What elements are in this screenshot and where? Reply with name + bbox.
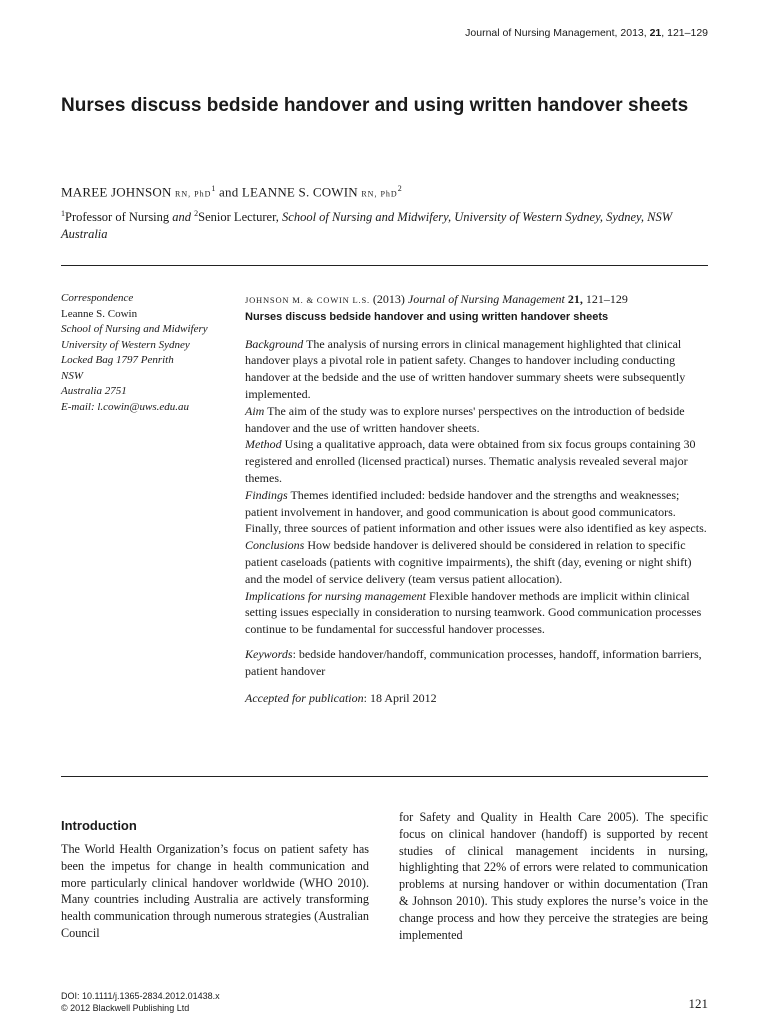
section-label: Findings — [245, 487, 288, 502]
cite-journal: Journal of Nursing Management — [407, 292, 565, 306]
section-label: Method — [245, 437, 282, 452]
accepted-date — [245, 690, 708, 707]
author-line — [61, 184, 402, 200]
section-label: Implications for nursing management — [245, 588, 426, 603]
cite-year: (2013) — [369, 292, 408, 306]
correspondence-block — [61, 291, 241, 415]
abstract-citation — [245, 291, 708, 309]
affil-institution: School of Nursing and Midwifery, University of Western Sydney, Sydney, NSW Australia — [61, 210, 673, 241]
footer-info — [61, 990, 220, 1014]
author2-sup: 2 — [397, 184, 402, 193]
abstract-block — [245, 291, 708, 706]
section-text: The analysis of nursing errors in clinical management highlighted that clinical handover plays a pivotal role in patient safety. Changes to handover including conducting handover at the bedside and the use of written handover summary sheets were subsequently implemented. — [245, 336, 686, 401]
correspondence-email: E-mail: l.cowin@uws.edu.au — [61, 400, 190, 413]
divider-top — [61, 265, 708, 266]
section-label: Conclusions — [245, 538, 305, 553]
cite-authors: JOHNSON M. & COWIN L.S. — [245, 295, 370, 305]
copyright-text: © 2012 Blackwell Publishing Ltd — [61, 1003, 190, 1013]
correspondence-name: Leanne S. Cowin — [61, 307, 138, 320]
section-text: The aim of the study was to explore nurses' perspectives on the introduction of bedside handover and the use of written handover sheets. — [245, 403, 685, 435]
introduction-heading: Introduction — [61, 818, 137, 833]
section-label: Background — [245, 336, 304, 351]
abstract-implications — [245, 588, 708, 638]
journal-volume: 21 — [649, 27, 662, 39]
section-text: How bedside handover is delivered should be considered in relation to specific patient caseloads (patients with cognitive impairments), the shift (day, evening or night shift) and the model of service delivery (team versus patient allocation). — [245, 538, 692, 586]
introduction-col2: for Safety and Quality in Health Care 2005). The specific focus on clinical handover (handoff) is supported by recent studies of clinical management incidents in nursing, highlighting that 22% of errors were related to communication problems at nursing handover or within documentation (Tran & Johnson 2010). This study explores the nurse’s voice in the change process and how they perceive the strategies are being implemented — [399, 810, 708, 942]
doi-text: DOI: 10.1111/j.1365-2834.2012.01438.x — [61, 991, 220, 1001]
correspondence-line: Australia 2751 — [61, 385, 127, 397]
author1-sup: 1 — [211, 184, 216, 193]
keywords-text: : bedside handover/handoff, communication processes, handoff, information barriers, patient handover — [245, 646, 702, 678]
section-text: Using a qualitative approach, data were obtained from six focus groups containing 30 registered and enrolled (licensed practical) nurses. Thematic analysis revealed several major themes. — [245, 437, 696, 485]
author2-name: LEANNE S. COWIN — [241, 184, 358, 200]
author1-degree: RN, PhD — [175, 189, 212, 199]
keywords-label: Keywords — [245, 646, 293, 661]
abstract-method — [245, 436, 708, 486]
accepted-label: Accepted for publication — [245, 690, 364, 705]
author1-name: MAREE JOHNSON — [61, 184, 172, 200]
author2-degree: RN, PhD — [361, 189, 398, 199]
affil-sup2: 2 — [194, 209, 199, 218]
section-text: Themes identified included: bedside handover and the strengths and weaknesses; patient involvement in handover, and good communication is about good communicators. Finally, three sources of patient information and other issues were also identified as key aspects. — [245, 487, 707, 536]
correspondence-label: Correspondence — [61, 292, 134, 304]
abstract-findings — [245, 487, 708, 537]
introduction-col1: The World Health Organization’s focus on patient safety has been the impetus for change in health communication and more particularly clinical handover worldwide (WHO 2010). Many countries including Australia are actively transforming health communication through numerous strategies (Australian Council — [61, 842, 369, 940]
correspondence-line: NSW — [61, 369, 83, 382]
divider-bottom — [61, 776, 708, 777]
abstract-conclusions — [245, 537, 708, 587]
abstract-keywords — [245, 646, 708, 680]
abstract-aim — [245, 403, 708, 437]
abstract-title: Nurses discuss bedside handover and using written handover sheets — [245, 310, 609, 323]
correspondence-line: Locked Bag 1797 Penrith — [61, 354, 174, 366]
affiliations — [61, 206, 711, 242]
journal-pages: , 121–129 — [661, 27, 708, 39]
correspondence-line: School of Nursing and Midwifery — [61, 323, 208, 335]
section-label: Aim — [245, 403, 265, 418]
section-text: Flexible handover methods are implicit within clinical setting issues especially in consideration to nursing teamwork. Good communication processes continue to be fundamental for successful handover processes. — [245, 588, 702, 637]
affil-role1: Professor of Nursing — [65, 210, 173, 225]
affil-role2: Senior Lecturer, — [198, 210, 283, 225]
accepted-text: : 18 April 2012 — [363, 690, 437, 705]
correspondence-line: University of Western Sydney — [61, 338, 190, 351]
page-number: 121 — [688, 996, 708, 1011]
journal-reference — [465, 27, 708, 39]
affil-and: and — [172, 210, 192, 225]
abstract-background — [245, 336, 708, 403]
cite-pages: 121–129 — [582, 292, 628, 306]
affil-sup1: 1 — [61, 209, 65, 218]
authors-and: and — [219, 184, 239, 200]
cite-volume: 21, — [564, 292, 583, 306]
journal-ref-prefix: Journal of Nursing Management, 2013, — [465, 27, 650, 39]
article-title: Nurses discuss bedside handover and using written handover sheets — [61, 95, 689, 116]
